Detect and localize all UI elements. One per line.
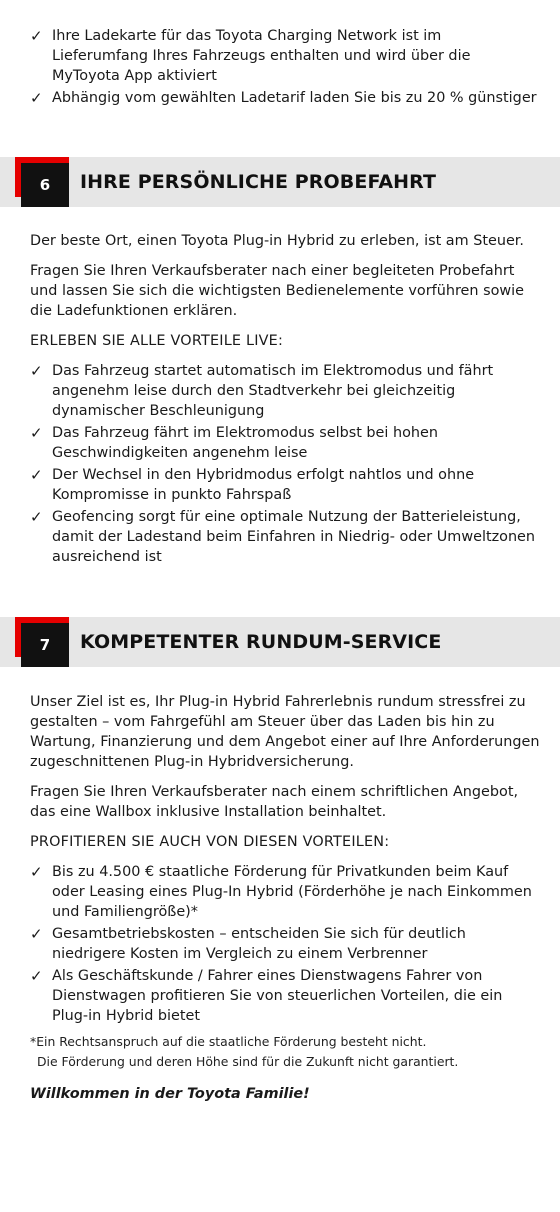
intro-block: [30, 26, 540, 110]
list-item-text: Geofencing sorgt für eine optimale Nutzung der Batterieleistung, damit der Ladestand beim Einfahren in Niedrig- oder Umweltzonen ausreichend ist: [52, 509, 536, 565]
list-item-text: Abhängig vom gewählten Ladetarif laden Sie bis zu 20 % günstiger: [52, 90, 537, 106]
list-item-text: Das Fahrzeug fährt im Elektromodus selbst bei hohen Geschwindigkeiten angenehm leise: [52, 425, 439, 461]
list-item: [30, 26, 540, 86]
checkmark-icon: ✓: [30, 466, 43, 484]
checkmark-icon: ✓: [30, 362, 43, 380]
list-item-text: Bis zu 4.500 € staatliche Förderung für Privatkunden beim Kauf oder Leasing eines Plug-In Hybrid (Förderhöhe je nach Einkommen und Familiengröße)*: [52, 864, 532, 920]
checkmark-icon: ✓: [30, 27, 43, 45]
section-number: 6: [21, 163, 69, 207]
checkmark-icon: ✓: [30, 89, 43, 107]
closing-line: Willkommen in der Toyota Familie!: [30, 1086, 310, 1102]
list-item: [30, 465, 540, 505]
list-item-text: Das Fahrzeug startet automatisch im Elektromodus und fährt angenehm leise durch den Stadtverkehr bei gleichzeitig dynamischer Beschleunigung: [52, 363, 494, 419]
section-title: KOMPETENTER RUNDUM-SERVICE: [80, 631, 442, 653]
list-item-text: Gesamtbetriebskosten – entscheiden Sie sich für deutlich niedrigere Kosten im Vergleich zu einem Verbrenner: [52, 926, 466, 962]
list-item: [30, 361, 540, 421]
checkmark-icon: ✓: [30, 508, 43, 526]
list-item: [30, 966, 540, 1026]
checkmark-icon: ✓: [30, 424, 43, 442]
section-7-body: [30, 692, 540, 1104]
footnote-line: *Ein Rechtsanspruch auf die staatliche Förderung besteht nicht.: [30, 1034, 427, 1049]
benefits-checklist: [30, 862, 540, 1026]
section-6-body: [30, 231, 540, 569]
list-item-text: Ihre Ladekarte für das Toyota Charging Network ist im Lieferumfang Ihres Fahrzeugs enthalten und wird über die MyToyota App aktiviert: [52, 28, 471, 84]
paragraph: Unser Ziel ist es, Ihr Plug-in Hybrid Fahrerlebnis rundum stressfrei zu gestalten – vom Fahrgefühl am Steuer über das Laden bis hin zu Wartung, Finanzierung und dem Angebot einer auf Ihre Anforderungen zugeschnittenen Plug-in Hybridversicherung.: [30, 694, 540, 770]
checkmark-icon: ✓: [30, 967, 43, 985]
list-item: [30, 862, 540, 922]
checkmark-icon: ✓: [30, 925, 43, 943]
intro-checklist: [30, 26, 540, 108]
paragraph: Fragen Sie Ihren Verkaufsberater nach einem schriftlichen Angebot, das eine Wallbox inklusive Installation beinhaltet.: [30, 784, 519, 820]
paragraph: Der beste Ort, einen Toyota Plug-in Hybrid zu erleben, ist am Steuer.: [30, 233, 524, 249]
list-item: [30, 924, 540, 964]
list-item: [30, 88, 540, 108]
subheading: ERLEBEN SIE ALLE VORTEILE LIVE:: [30, 333, 284, 349]
list-item: [30, 507, 540, 567]
section-7-header: [0, 617, 560, 667]
benefits-checklist: [30, 361, 540, 567]
checkmark-icon: ✓: [30, 863, 43, 881]
section-title: IHRE PERSÖNLICHE PROBEFAHRT: [80, 171, 437, 193]
paragraph: Fragen Sie Ihren Verkaufsberater nach einer begleiteten Probefahrt und lassen Sie sich die wichtigsten Bedienelemente vorführen sowie die Ladefunktionen erklären.: [30, 263, 525, 319]
list-item: [30, 423, 540, 463]
footnote: [30, 1032, 540, 1072]
list-item-text: Als Geschäftskunde / Fahrer eines Dienstwagens Fahrer von Dienstwagen profitieren Sie von steuerlichen Vorteilen, die ein Plug-in Hybrid bietet: [52, 968, 503, 1024]
subheading: PROFITIEREN SIE AUCH VON DIESEN VORTEILEN:: [30, 834, 390, 850]
list-item-text: Der Wechsel in den Hybridmodus erfolgt nahtlos und ohne Kompromisse in punkto Fahrspaß: [52, 467, 475, 503]
footnote-line: Die Förderung und deren Höhe sind für die Zukunft nicht garantiert.: [37, 1054, 459, 1069]
section-6-header: [0, 157, 560, 207]
section-number: 7: [21, 623, 69, 667]
